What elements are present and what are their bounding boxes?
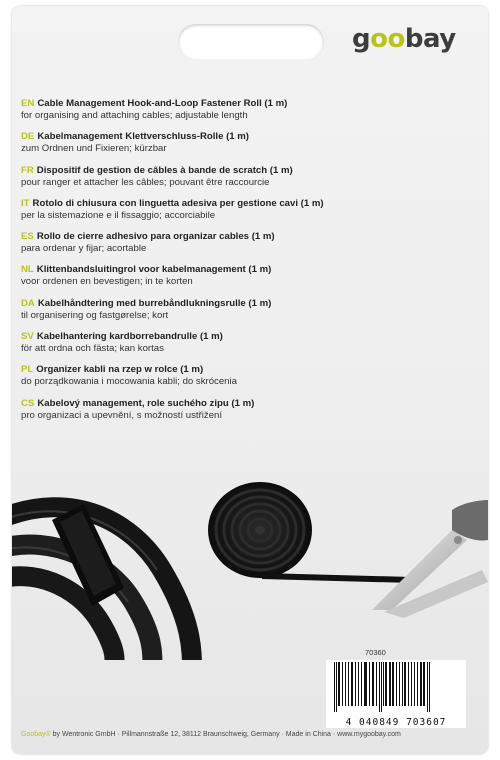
barcode-bar [364,662,367,706]
goobay-logo [352,24,456,54]
barcode-bar [396,662,397,706]
barcode-bar [411,662,412,706]
entry-subtitle: pro organizaci a upevnění, s možností ustřižení [21,409,223,421]
barcode-bar [342,662,343,706]
lang-code: FR [21,164,34,176]
entry-de [21,131,481,164]
lang-code: DE [21,131,35,143]
velcro-roll [208,482,412,580]
entry-title: Organizer kabli na rzep w rolce (1 m) [36,364,204,376]
footer-brand: Goobay® [21,731,51,738]
lang-code: IT [21,197,30,209]
lang-code: EN [21,98,35,109]
product-illustration [12,460,488,660]
entry-subtitle: pour ranger et attacher les câbles; pouvant être raccourcie [21,176,270,188]
barcode-bar [427,662,428,712]
article-number: 70360 [365,648,386,657]
logo-suffix: bay [404,24,456,54]
barcode-bar [417,662,418,706]
barcode-bar [399,662,400,706]
entry-es [21,231,481,264]
logo-oo: oo [370,24,405,54]
entry-subtitle: zum Ordnen und Fixieren; kürzbar [21,143,167,155]
entry-it [21,198,481,231]
entry-title: Kabelhåndtering med burrebåndlukningsrulle (1 m) [37,297,272,309]
entry-pl [21,364,481,397]
barcode-bar [351,662,353,706]
entry-title: Kabelmanagement Klettverschluss-Rolle (1 m) [37,131,249,143]
entry-title: Dispositif de gestion de câbles à bande de scratch (1 m) [36,164,293,176]
barcode-bar [408,662,409,706]
lang-code: DA [21,297,35,309]
entry-subtitle: per la sistemazione e il fissaggio; accorciabile [21,209,216,221]
barcode-bar [402,662,403,706]
barcode-bar [381,662,382,712]
entry-subtitle: for organising and attaching cables; adjustable length [21,110,248,121]
barcode [326,660,466,728]
entry-da [21,298,481,331]
barcode-bar [358,662,359,706]
lang-code: CS [21,397,35,409]
hang-hole [178,24,324,60]
barcode-bar [338,662,340,706]
barcode-bar [376,662,377,706]
entry-cs [21,398,481,431]
barcode-bar [355,662,356,706]
entry-en [21,98,481,131]
barcode-bar [361,662,362,706]
entry-nl [21,264,481,297]
logo-prefix: g [352,24,371,54]
barcode-bar [334,662,335,712]
barcode-bar [383,662,384,706]
entry-title: Rollo de cierre adhesivo para organizar cables (1 m) [36,231,275,243]
lang-code: PL [21,364,34,376]
entry-sv [21,331,481,364]
entry-title: Kabelový management, role suchého zipu (1 m) [37,397,255,409]
barcode-bar [420,662,422,706]
barcode-bar [414,662,415,706]
entry-subtitle: til organisering og fastgørelse; kort [21,309,169,321]
barcode-number: 4 040849 703607 [345,717,447,728]
footer-text: by Wentronic GmbH · Pillmannstraße 12, 38112 Braunschweig, Germany · Made in China · www.mygoobay.com [50,731,401,738]
barcode-bar [423,662,425,706]
entry-title: Kabelhantering kardborrebandrulle (1 m) [36,331,223,343]
lang-code: NL [21,264,34,276]
barcode-bar [392,662,394,706]
barcode-bar [404,662,406,706]
entry-subtitle: för att ordna och fästa; kan kortas [21,343,164,355]
barcode-bar [429,662,430,712]
entry-subtitle: para ordenar y fijar; acortable [21,243,147,255]
barcode-bar [379,662,380,712]
entry-subtitle: voor ordenen en bevestigen; in te korten [21,276,193,288]
barcode-bar [348,662,349,706]
barcode-bars [326,660,466,712]
entry-subtitle: do porządkowania i mocowania kabli; do skrócenia [21,376,237,388]
barcode-bar [369,662,370,706]
lang-code: ES [21,231,34,243]
scissors [372,500,488,618]
entry-title: Cable Management Hook-and-Loop Fastener Roll (1 m) [37,98,288,109]
lang-code: SV [21,331,34,343]
barcode-bar [336,662,337,712]
entry-title: Rotolo di chiusura con linguetta adesiva per gestione cavi (1 m) [32,197,324,209]
entry-title: Klittenbandsluitingrol voor kabelmanagement (1 m) [36,264,272,276]
barcode-bar [385,662,387,706]
entry-fr [21,165,481,198]
footer [21,731,401,738]
barcode-bar [389,662,391,706]
barcode-bar [345,662,346,706]
language-list [21,98,481,431]
barcode-bar [372,662,374,706]
